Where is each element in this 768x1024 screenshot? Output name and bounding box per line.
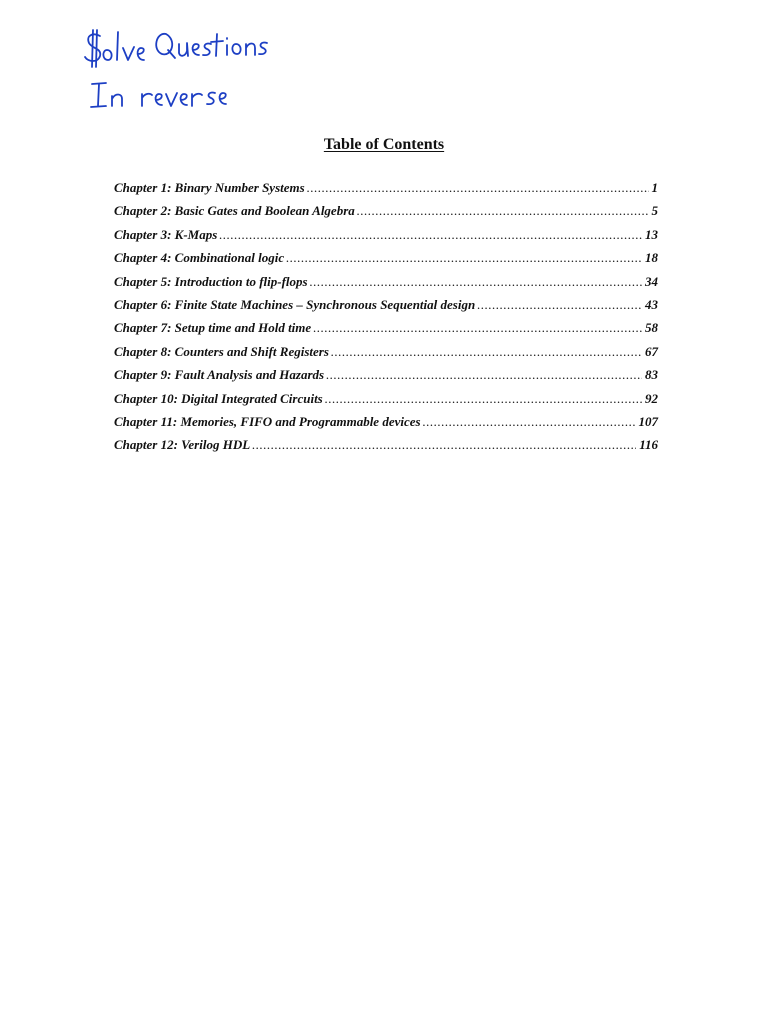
toc-entry: [114, 293, 658, 316]
toc-entry: [114, 270, 658, 293]
toc-entry-title: Chapter 5: Introduction to flip-flops: [114, 273, 308, 289]
toc-entry-page: 58: [645, 320, 658, 336]
toc-entry-page: 92: [645, 390, 658, 406]
toc-entry: [114, 223, 658, 246]
toc-dot-leader: [357, 199, 649, 222]
toc-entry-title: Chapter 2: Basic Gates and Boolean Algebra: [114, 203, 355, 219]
toc-entry-page: 116: [639, 437, 658, 453]
toc-entry: [114, 176, 658, 199]
toc-entry: [114, 316, 658, 339]
toc-dot-leader: [423, 410, 636, 433]
toc-entry-title: Chapter 7: Setup time and Hold time: [114, 320, 312, 336]
toc-entry: [114, 433, 658, 456]
toc-dot-leader: [313, 316, 642, 339]
toc-entry-page: 43: [645, 296, 658, 312]
toc-entry-page: 18: [645, 250, 658, 266]
toc-dot-leader: [477, 293, 642, 316]
toc-entry: [114, 410, 658, 433]
toc-list: [114, 176, 658, 457]
toc-dot-leader: [286, 246, 642, 269]
toc-entry-page: 107: [638, 413, 658, 429]
handwritten-note-drawing: [80, 20, 300, 110]
toc-entry-page: 1: [651, 180, 658, 195]
toc-dot-leader: [326, 363, 642, 386]
toc-entry-title: Chapter 10: Digital Integrated Circuits: [114, 390, 323, 406]
toc-dot-leader: [252, 433, 636, 456]
toc-entry-page: 34: [645, 273, 658, 289]
handwritten-annotation: [80, 20, 300, 110]
toc-entry-page: 5: [651, 203, 658, 219]
toc-entry-title: Chapter 1: Binary Number Systems: [114, 180, 305, 195]
toc-dot-leader: [331, 340, 642, 363]
toc-entry-title: Chapter 6: Finite State Machines – Synchronous Sequential design: [114, 296, 476, 312]
toc-entry-page: 13: [645, 226, 658, 242]
toc-entry-title: Chapter 3: K-Maps: [114, 226, 218, 242]
toc-entry-title: Chapter 12: Verilog HDL: [114, 437, 251, 453]
toc-dot-leader: [325, 387, 642, 410]
toc-entry-title: Chapter 9: Fault Analysis and Hazards: [114, 367, 325, 383]
toc-dot-leader: [310, 270, 642, 293]
toc-entry: [114, 246, 658, 269]
toc-entry: [114, 363, 658, 386]
toc-entry-title: Chapter 8: Counters and Shift Registers: [114, 343, 329, 359]
toc-entry: [114, 199, 658, 222]
toc-entry: [114, 387, 658, 410]
toc-entry-page: 83: [645, 367, 658, 383]
toc-entry: [114, 340, 658, 363]
toc-entry-title: Chapter 4: Combinational logic: [114, 250, 285, 266]
toc-title: Table of Contents: [323, 136, 445, 153]
toc-dot-leader: [307, 176, 649, 199]
toc-entry-title: Chapter 11: Memories, FIFO and Programmable devices: [114, 413, 421, 429]
toc-dot-leader: [219, 223, 642, 246]
toc-entry-page: 67: [645, 343, 658, 359]
